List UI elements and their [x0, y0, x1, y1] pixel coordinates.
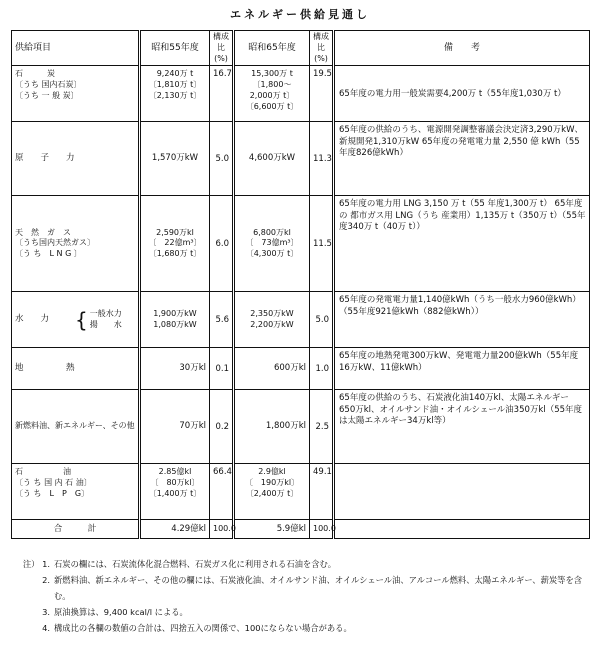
table-row-coal [12, 66, 590, 122]
note-item [12, 556, 592, 572]
value-55: 70万kl [140, 390, 210, 464]
energy-supply-table [11, 30, 590, 539]
value-55-sub: 〔2,130万 t〕 [148, 90, 202, 100]
value-65-sub: 〔4,300万 t〕 [245, 249, 299, 259]
value-55-cell [140, 196, 210, 292]
value-55-sub: 〔 22億m³〕 [148, 238, 202, 248]
item-cell [12, 66, 140, 122]
table-row-natural-gas [12, 196, 590, 292]
value-55-cell [140, 292, 210, 348]
item-label: 天 然 ガ ス [15, 227, 71, 237]
item-sub-label: 一般水力 [89, 309, 122, 319]
note-text: 新燃料油、新エネルギー、その他の欄には、石炭液化油、オイルサンド油、オイルシェール油、アルコール燃料、太陽エネルギー、薪炭等を含む。 [54, 575, 583, 601]
ratio-55: 66.4 [210, 464, 234, 520]
total-label: 合 計 [12, 520, 140, 539]
value-55-sub: 1,080万kW [153, 319, 197, 329]
item-cell [12, 348, 140, 390]
ratio-65: 19.5 [310, 66, 334, 122]
header-remarks: 備 考 [334, 31, 590, 66]
item-cell [12, 292, 140, 348]
ratio-55: 5.0 [210, 122, 234, 196]
total-ratio-65: 100.0 [310, 520, 334, 539]
value-55-sub: 〔1,680万 t〕 [148, 249, 202, 259]
remarks-cell: 65年度の供給のうち、石炭液化油140万kl、太陽エネルギー 650万kl、オイルサンド油・オイルシェール油350万kl（55年度は太陽エネルギー34万kl等） [334, 390, 590, 464]
bracket-icon: { [75, 307, 88, 332]
ratio-55: 0.2 [210, 390, 234, 464]
remarks-cell: 65年度の電力用 LNG 3,150 万 t（55 年度1,300万 t） 65年度の 都市ガス用 LNG（うち 産業用）1,135万 t（350万 t）（55年度340万 t（40万 t）） [334, 196, 590, 292]
value-55-cell [140, 66, 210, 122]
table-row-nuclear [12, 122, 590, 196]
value-65-cell [234, 196, 310, 292]
value-65-sub: 〔 190万kl〕 [244, 478, 300, 488]
item-cell [12, 390, 140, 464]
value-55: 1,570万kW [140, 122, 210, 196]
table-row-total [12, 520, 590, 539]
note-text: 石炭の欄には、石炭流体化混合燃料、石炭ガス化に利用される石油を含む。 [54, 559, 337, 569]
ratio-65: 11.5 [310, 196, 334, 292]
note-text: 原油換算は、9,400 kcal/l による。 [54, 607, 188, 617]
value-65-sub: 〔2,400万 t〕 [245, 488, 299, 498]
value-65: 2.9億kl [258, 467, 286, 477]
note-number: 2. [42, 575, 50, 585]
value-65-sub: 2,200万kW [250, 319, 294, 329]
note-number: 4. [42, 623, 50, 633]
page-title: エネルギー供給見通し [230, 8, 370, 21]
total-remarks [334, 520, 590, 539]
header-item: 供給項目 [12, 31, 140, 66]
header-year55: 昭和55年度 [140, 31, 210, 66]
ratio-65: 5.0 [310, 292, 334, 348]
header-year65: 昭和65年度 [234, 31, 310, 66]
item-label: 水 力 [15, 314, 50, 325]
header-ratio55: 構成比 (%) [210, 31, 234, 66]
value-55-sub: 〔 80万kl〕 [150, 478, 200, 488]
notes-section [12, 556, 592, 636]
ratio-65: 2.5 [310, 390, 334, 464]
ratio-65: 11.3 [310, 122, 334, 196]
item-sub-label: 〔うち 国内石炭〕 [15, 80, 82, 90]
table-row-hydro [12, 292, 590, 348]
item-label: 新燃料油、新エネルギー、その他 [15, 421, 135, 431]
total-65: 5.9億kl [234, 520, 310, 539]
value-65: 15,300万 t [251, 69, 293, 79]
value-55: 2,590万kl [156, 227, 194, 237]
item-sub-label: 〔うち 一 般 炭〕 [15, 90, 79, 100]
note-item [12, 604, 592, 620]
ratio-55: 6.0 [210, 196, 234, 292]
item-sub-label: 〔う ち L N G 〕 [15, 249, 82, 259]
value-55: 2.85億kl [158, 467, 192, 477]
value-65: 6,800万kl [253, 227, 291, 237]
value-65: 4,600万kW [234, 122, 310, 196]
item-cell [12, 464, 140, 520]
item-label: 石 炭 [15, 69, 55, 79]
note-item [12, 572, 592, 604]
ratio-65: 1.0 [310, 348, 334, 390]
note-text: 構成比の各欄の数値の合計は、四捨五入の関係で、100にならない場合がある。 [54, 623, 352, 633]
item-sub-label: 〔う ち L P G〕 [15, 488, 90, 498]
item-sub-label: 〔うち国内天然ガス〕 [15, 238, 95, 248]
remarks-cell: 65年度の地熱発電300万kW、発電電力量200億kWh（55年度16万kW、11億kWh） [334, 348, 590, 390]
table-row-geothermal [12, 348, 590, 390]
total-ratio-55: 100.0 [210, 520, 234, 539]
value-55-cell [140, 464, 210, 520]
header-ratio65: 構成比 (%) [310, 31, 334, 66]
ratio-65: 49.1 [310, 464, 334, 520]
value-65-sub: 〔1,800～ [252, 80, 292, 90]
value-55-sub: 〔1,400万 t〕 [148, 488, 202, 498]
item-cell [12, 122, 140, 196]
value-65-sub: 〔6,600万 t〕 [245, 101, 299, 111]
ratio-55: 16.7 [210, 66, 234, 122]
item-cell [12, 196, 140, 292]
value-65: 1,800万kl [234, 390, 310, 464]
value-65-sub: 2,000万 t〕 [249, 90, 295, 100]
item-sub-label: 〔う ち 国 内 石 油〕 [15, 478, 92, 488]
item-label: 地 熱 [15, 363, 75, 374]
item-label: 石 油 [15, 467, 71, 477]
table-row-oil [12, 464, 590, 520]
remarks-cell: 65年度の発電電力量1,140億kWh（うち一般水力960億kWh） （55年度921億kWh（882億kWh）） [334, 292, 590, 348]
value-55: 1,900万kW [153, 309, 197, 319]
header-row [12, 31, 590, 66]
value-65-cell [234, 66, 310, 122]
notes-label: 注） 1. [22, 559, 50, 569]
table-row-new-energy [12, 390, 590, 464]
value-65-cell [234, 464, 310, 520]
total-55: 4.29億kl [140, 520, 210, 539]
remarks-cell: 65年度の供給のうち、電源開発調整審議会決定済3,290万kW、新規開発1,310万kW 65年度の発電電力量 2,550 億 kWh（55年度826億kWh） [334, 122, 590, 196]
ratio-55: 5.6 [210, 292, 234, 348]
value-55: 30万kl [140, 348, 210, 390]
note-number: 3. [42, 607, 50, 617]
remarks-cell: 65年度の電力用一般炭需要4,200万 t（55年度1,030万 t） [334, 66, 590, 122]
item-label: 原 子 力 [15, 153, 75, 164]
remarks-cell [334, 464, 590, 520]
ratio-55: 0.1 [210, 348, 234, 390]
value-55: 9,240万 t [156, 69, 194, 79]
value-55-sub: 〔1,810万 t〕 [148, 80, 202, 90]
value-65-sub: 〔 73億m³〕 [245, 238, 299, 248]
value-65: 2,350万kW [250, 309, 294, 319]
value-65: 600万kl [234, 348, 310, 390]
item-sub-label: 揚 水 [89, 319, 122, 329]
note-item [12, 620, 592, 636]
value-65-cell [234, 292, 310, 348]
